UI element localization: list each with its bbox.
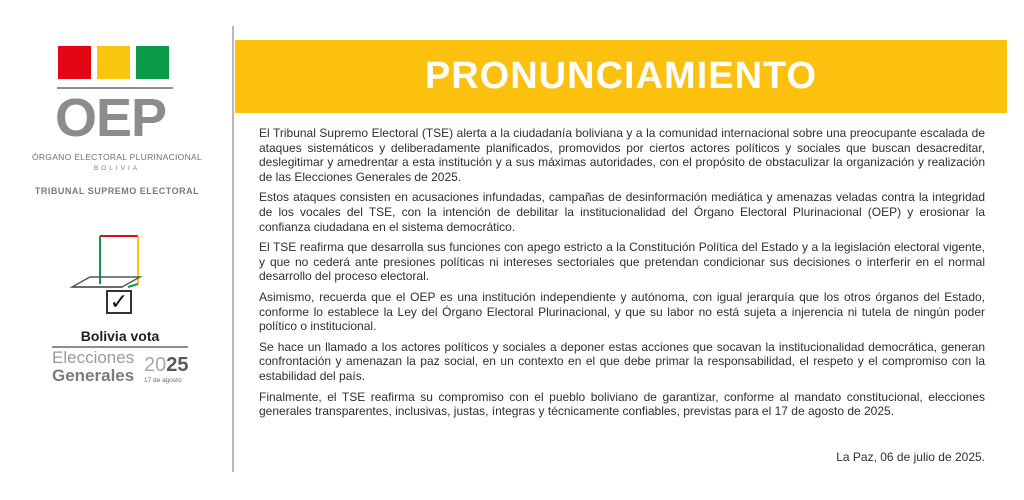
paragraph: Se hace un llamado a los actores políticos y sociales a deponer estas acciones que socavan la institucionalidad democrática, generan confrontación y amenazan la paz social, en un contexto en el que debe primar la responsabilidad, el respeto y el compromiso con la estabilidad del país. <box>259 339 985 383</box>
paragraph: Estos ataques consisten en acusaciones infundadas, campañas de desinformación mediática y amenazas veladas contra la integridad de los vocales del TSE, con la intención de debilitar la institucionalidad del Órgano Electoral Plurinacional (OEP) y erosionar la confianza ciudadana en el sistema democrático. <box>259 190 985 234</box>
paragraph: El Tribunal Supremo Electoral (TSE) alerta a la ciudadanía boliviana y a la comunidad internacional sobre una preocupante escalada de ataques sistemáticos y deliberadamente planificados, promovidos por ciertos actores políticos y sociales que buscan desacreditar, deslegitimar y amedrentar a esta institución y a sus máximas autoridades, con el propósito de obstaculizar la organización y realización de las Elecciones Generales de 2025. <box>259 126 985 184</box>
year-suffix: 25 <box>166 354 189 376</box>
campaign-line1: Elecciones <box>52 348 135 367</box>
election-date: 17 de agosto <box>144 377 182 384</box>
document-body <box>259 126 985 425</box>
year-prefix: 20 <box>144 354 167 376</box>
flag-green-square <box>136 46 169 79</box>
campaign-year <box>144 354 189 377</box>
paragraph: El TSE reafirma que desarrolla sus funciones con apego estricto a la Constitución Política del Estado y a la legislación electoral vigente, y que no cederá ante presiones políticas ni intereses sectoriales que pretendan condicionar sus decisiones o interferir en el normal desarrollo del proceso electoral. <box>259 240 985 284</box>
title-banner <box>235 40 1007 113</box>
vertical-divider <box>232 26 234 472</box>
flag-yellow-square <box>97 46 130 79</box>
organ-name: ÓRGANO ELECTORAL PLURINACIONAL <box>31 152 203 162</box>
document-title: PRONUNCIAMIENTO <box>424 55 818 97</box>
oep-logo-text: OEP <box>55 88 167 148</box>
country-name: BOLIVIA <box>93 165 141 172</box>
campaign-slogan: Bolivia vota <box>80 328 160 344</box>
paragraph: Asimismo, recuerda que el OEP es una institución independiente y autónoma, con igual jerarquía que los otros órganos del Estado, conforme lo establece la Ley del Órgano Electoral Plurinacional, y que su labor no está sujeta a injerencia ni tutela de ningún poder político o institucional. <box>259 289 985 334</box>
campaign-line2: Generales <box>52 366 135 385</box>
place-date-signature: La Paz, 06 de julio de 2025. <box>836 450 985 464</box>
paragraph: Finalmente, el TSE reafirma su compromiso con el pueblo boliviano de garantizar, conforme al mandato constitucional, elecciones generales transparentes, inclusivas, justas, íntegras y técnicamente confiables, previstas para el 17 de agosto de 2025. <box>259 389 985 419</box>
flag-red-square <box>58 46 91 79</box>
check-mark-icon: ✓ <box>106 290 132 314</box>
flag-logo <box>58 46 169 79</box>
tribunal-name: TRIBUNAL SUPREMO ELECTORAL <box>34 186 200 196</box>
sidebar <box>0 0 232 500</box>
